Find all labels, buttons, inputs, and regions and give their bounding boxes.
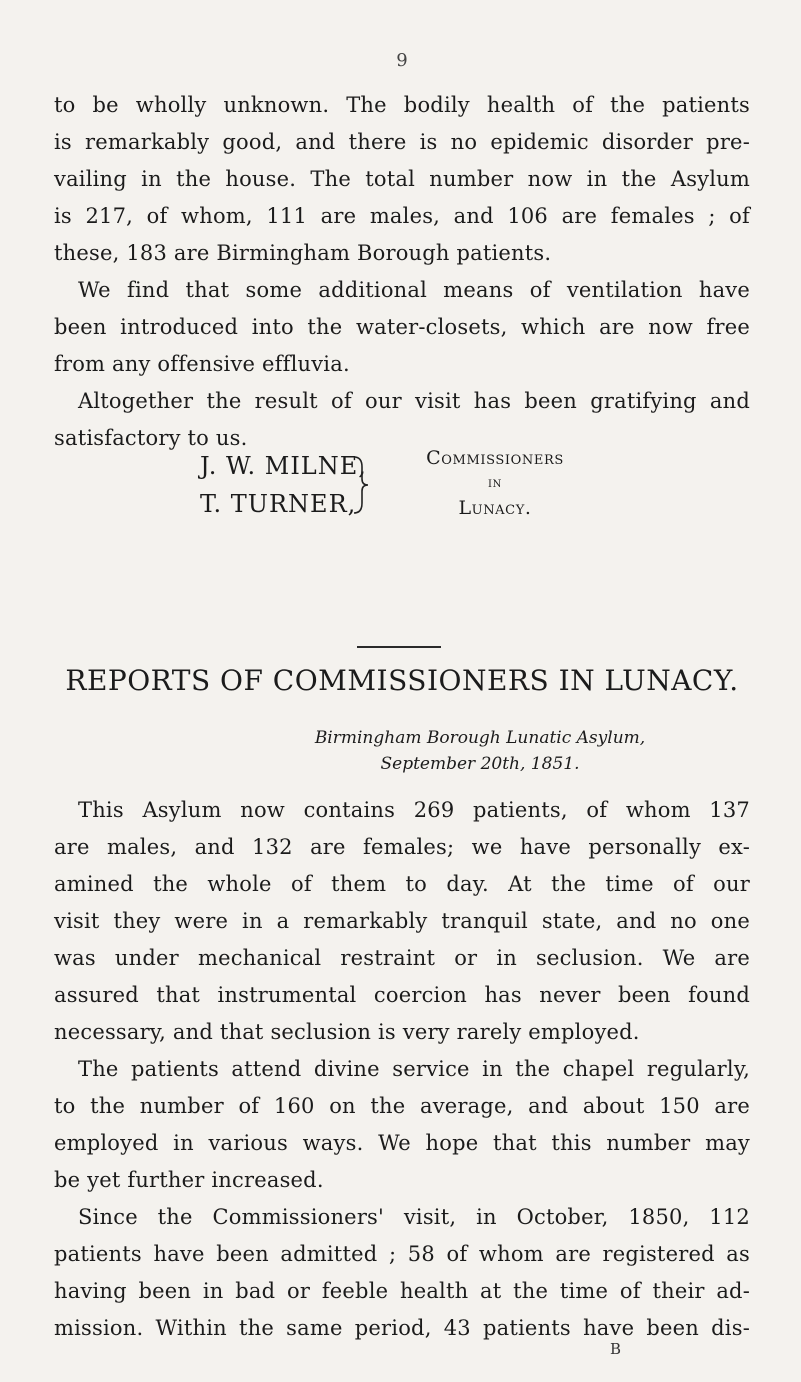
printer-signature-mark: B [610, 1340, 622, 1358]
text-line: is 217, of whom, 111 are males, and 106 are females ; of [54, 204, 750, 228]
section-divider [357, 646, 441, 648]
paragraph-admissions [54, 1199, 750, 1347]
text-line: having been in bad or feeble health at the time of their ad- [54, 1279, 750, 1303]
text-line: been introduced into the water-closets, which are now free [54, 315, 750, 339]
text-line: Altogether the result of our visit has been gratifying and [78, 389, 750, 413]
page-number: 9 [396, 50, 408, 71]
text-line: mission. Within the same period, 43 patients have been dis- [54, 1316, 750, 1340]
text-line: amined the whole of them to day. At the time of our [54, 872, 750, 896]
text-line: to the number of 160 on the average, and about 150 are [54, 1094, 750, 1118]
text-line: We find that some additional means of ventilation have [78, 278, 750, 302]
text-line: from any offensive effluvia. [54, 352, 350, 376]
paragraph-divine-service [54, 1051, 750, 1199]
dateline-date: September 20th, 1851. [380, 754, 580, 774]
commissioners-title [385, 444, 605, 522]
text-line: satisfactory to us. [54, 426, 248, 450]
text-line: these, 183 are Birmingham Borough patients. [54, 241, 552, 265]
text-line: necessary, and that seclusion is very rarely employed. [54, 1020, 640, 1044]
paragraph-asylum-contents [54, 792, 750, 1051]
section-heading: REPORTS OF COMMISSIONERS IN LUNACY. [65, 664, 739, 697]
text-line: patients have been admitted ; 58 of whom are registered as [54, 1242, 750, 1266]
title-line: Commissioners [426, 447, 564, 469]
text-line: This Asylum now contains 269 patients, of whom 137 [78, 798, 750, 822]
text-line: employed in various ways. We hope that this number may [54, 1131, 750, 1155]
text-line: are males, and 132 are females; we have personally ex- [54, 835, 750, 859]
title-line: Lunacy. [458, 497, 532, 519]
text-line: to be wholly unknown. The bodily health of the patients [54, 93, 750, 117]
right-brace-icon [352, 455, 370, 515]
text-line: is remarkably good, and there is no epidemic disorder pre- [54, 130, 750, 154]
text-line: Since the Commissioners' visit, in October, 1850, 112 [78, 1205, 750, 1229]
text-line: vailing in the house. The total number now in the Asylum [54, 167, 750, 191]
text-line: visit they were in a remarkably tranquil state, and no one [54, 909, 750, 933]
text-line: assured that instrumental coercion has never been found [54, 983, 750, 1007]
dateline-place: Birmingham Borough Lunatic Asylum, [314, 728, 646, 748]
text-line: be yet further increased. [54, 1168, 324, 1192]
signatory-milne: J. W. MILNE, [200, 452, 367, 480]
paragraph-health-summary [54, 87, 750, 272]
text-line: was under mechanical restraint or in seclusion. We are [54, 946, 750, 970]
text-line: The patients attend divine service in the chapel regularly, [78, 1057, 750, 1081]
title-line: in [488, 475, 502, 491]
signature-block [0, 340, 801, 520]
signatory-turner: T. TURNER, [200, 490, 357, 518]
